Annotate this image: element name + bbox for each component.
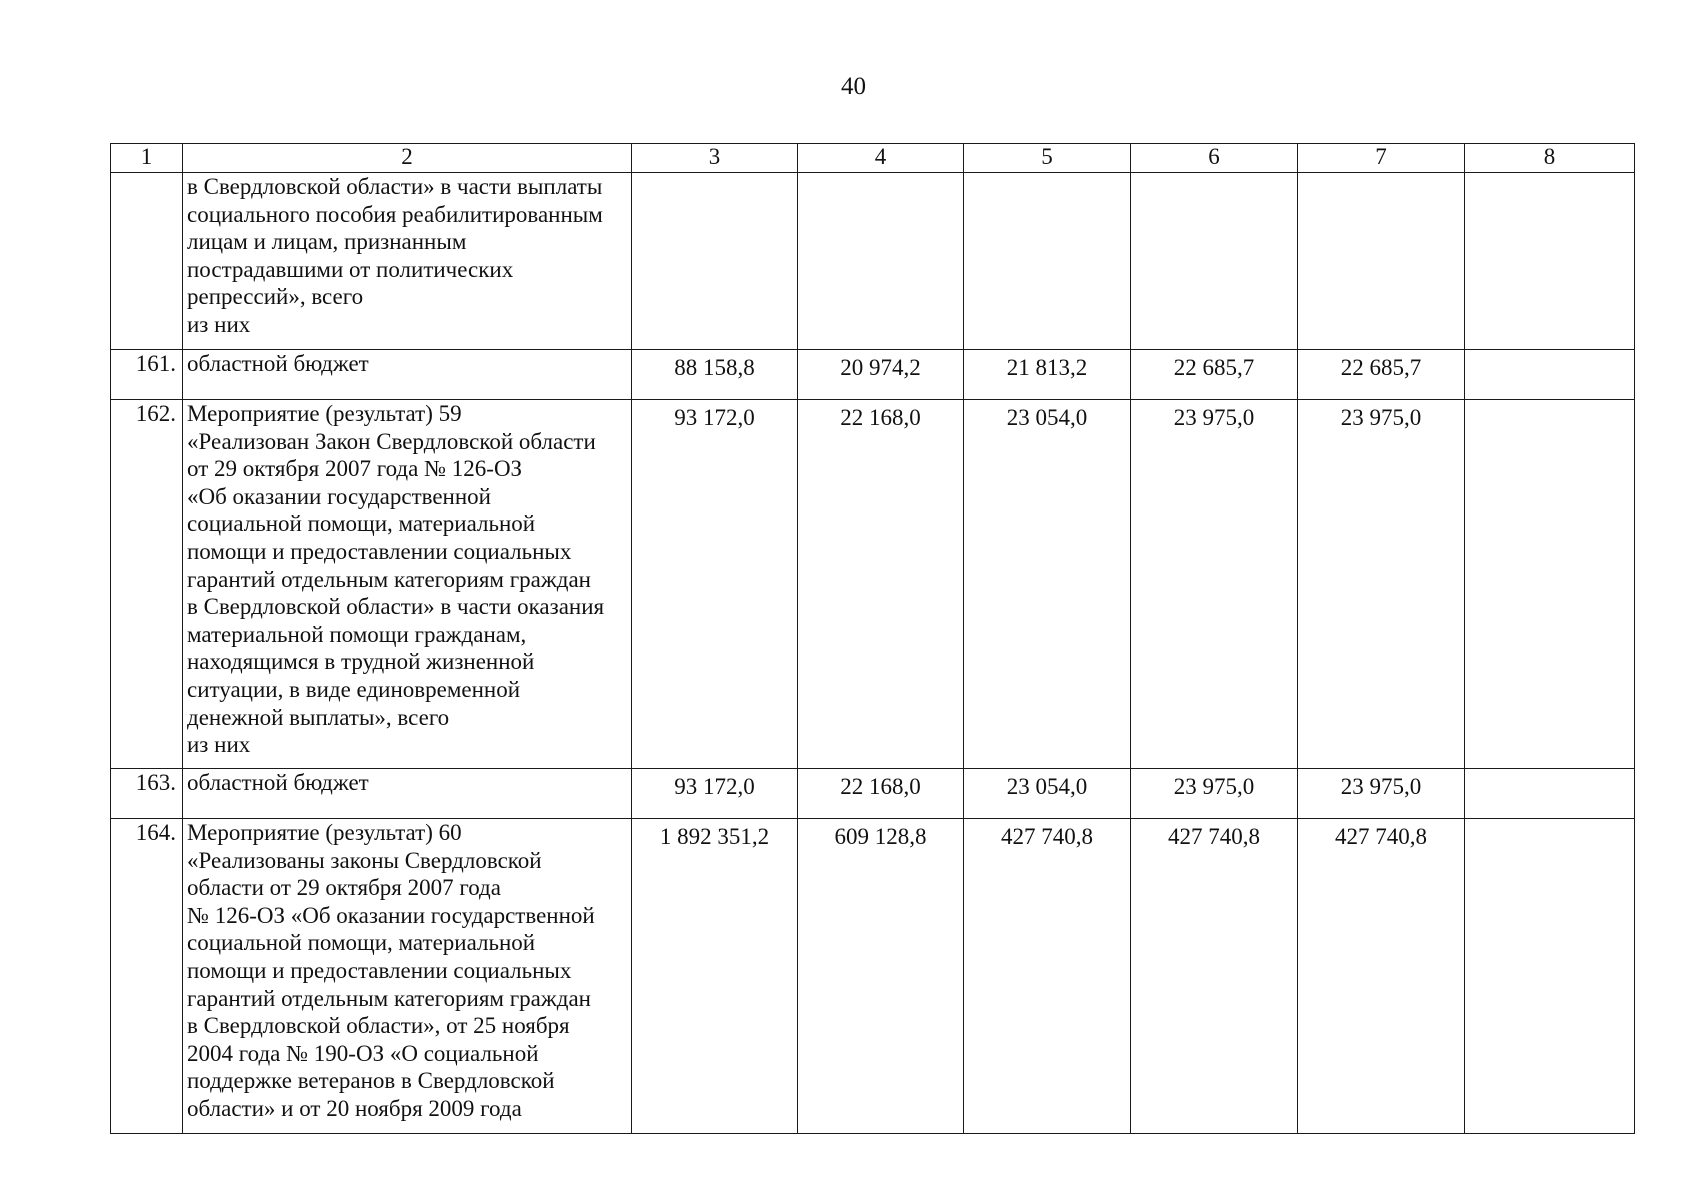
description-line: в Свердловской области», от 25 ноября	[187, 1013, 570, 1039]
value-cell: 427 740,8	[1298, 819, 1465, 1134]
description-line: находящимся в трудной жизненной	[187, 649, 535, 675]
description-line: поддержке ветеранов в Свердловской	[187, 1068, 555, 1094]
value-cell	[1298, 173, 1465, 350]
table-row	[111, 400, 1635, 769]
header-cell: 2	[183, 144, 632, 173]
description-line: «Об оказании государственной	[187, 483, 491, 509]
table-row	[111, 350, 1635, 400]
value-cell: 609 128,8	[798, 819, 964, 1134]
row-description	[183, 173, 632, 350]
description-line: из них	[187, 732, 251, 758]
description-line: гарантий отдельным категориям граждан	[187, 566, 591, 592]
value-cell: 93 172,0	[632, 769, 798, 819]
description-line: «Реализованы законы Свердловской	[187, 847, 542, 873]
row-number: 161.	[111, 350, 183, 400]
header-cell: 5	[964, 144, 1131, 173]
description-line: области от 29 октября 2007 года	[187, 875, 501, 901]
value-cell: 23 054,0	[964, 400, 1131, 769]
table-row	[111, 173, 1635, 350]
description-line: пострадавшими от политических	[187, 256, 514, 282]
row-number	[111, 173, 183, 350]
description-line: помощи и предоставлении социальных	[187, 538, 572, 564]
value-cell: 88 158,8	[632, 350, 798, 400]
value-cell	[1465, 350, 1635, 400]
description-line: помощи и предоставлении социальных	[187, 957, 572, 983]
header-cell: 3	[632, 144, 798, 173]
value-cell	[1465, 173, 1635, 350]
description-line: Мероприятие (результат) 59	[187, 401, 462, 426]
header-cell: 7	[1298, 144, 1465, 173]
description-line: гарантий отдельным категориям граждан	[187, 985, 591, 1011]
value-cell	[1131, 173, 1298, 350]
row-description	[183, 819, 632, 1134]
value-cell: 1 892 351,2	[632, 819, 798, 1134]
description-line: в Свердловской области» в части выплаты	[187, 174, 603, 199]
description-line: 2004 года № 190-ОЗ «О социальной	[187, 1040, 539, 1066]
value-cell	[1465, 400, 1635, 769]
value-cell: 427 740,8	[1131, 819, 1298, 1134]
budget-table	[110, 143, 1635, 1134]
value-cell: 22 168,0	[798, 769, 964, 819]
value-cell	[1465, 819, 1635, 1134]
row-number: 162.	[111, 400, 183, 769]
description-line: лицам и лицам, признанным	[187, 229, 467, 255]
description-line: областной бюджет	[187, 351, 369, 376]
header-cell: 4	[798, 144, 964, 173]
value-cell: 427 740,8	[964, 819, 1131, 1134]
description-line: Мероприятие (результат) 60	[187, 820, 462, 845]
description-line: социальной помощи, материальной	[187, 930, 536, 956]
value-cell	[1465, 769, 1635, 819]
description-line: в Свердловской области» в части оказания	[187, 594, 605, 620]
description-line: материальной помощи гражданам,	[187, 621, 527, 647]
value-cell: 22 168,0	[798, 400, 964, 769]
value-cell: 21 813,2	[964, 350, 1131, 400]
header-cell: 1	[111, 144, 183, 173]
description-line: из них	[187, 311, 251, 337]
value-cell: 23 054,0	[964, 769, 1131, 819]
description-line: «Реализован Закон Свердловской области	[187, 428, 596, 454]
value-cell: 20 974,2	[798, 350, 964, 400]
value-cell: 22 685,7	[1131, 350, 1298, 400]
description-line: репрессий», всего	[187, 284, 364, 310]
value-cell: 23 975,0	[1298, 769, 1465, 819]
header-row	[111, 144, 1635, 173]
description-line: № 126-ОЗ «Об оказании государственной	[187, 902, 595, 928]
row-number: 164.	[111, 819, 183, 1134]
value-cell: 22 685,7	[1298, 350, 1465, 400]
value-cell: 23 975,0	[1298, 400, 1465, 769]
page-number: 40	[841, 73, 866, 100]
value-cell	[964, 173, 1131, 350]
table-row	[111, 769, 1635, 819]
row-number: 163.	[111, 769, 183, 819]
row-description	[183, 350, 632, 400]
value-cell: 23 975,0	[1131, 769, 1298, 819]
row-description	[183, 400, 632, 769]
row-description	[183, 769, 632, 819]
value-cell	[632, 173, 798, 350]
value-cell	[798, 173, 964, 350]
value-cell: 93 172,0	[632, 400, 798, 769]
description-line: от 29 октября 2007 года № 126-ОЗ	[187, 456, 523, 482]
description-line: социального пособия реабилитированным	[187, 201, 603, 227]
header-cell: 6	[1131, 144, 1298, 173]
description-line: социальной помощи, материальной	[187, 511, 536, 537]
table-row	[111, 819, 1635, 1134]
description-line: денежной выплаты», всего	[187, 704, 450, 730]
description-line: областной бюджет	[187, 770, 369, 795]
header-cell: 8	[1465, 144, 1635, 173]
description-line: области» и от 20 ноября 2009 года	[187, 1095, 522, 1121]
description-line: ситуации, в виде единовременной	[187, 676, 521, 702]
value-cell: 23 975,0	[1131, 400, 1298, 769]
